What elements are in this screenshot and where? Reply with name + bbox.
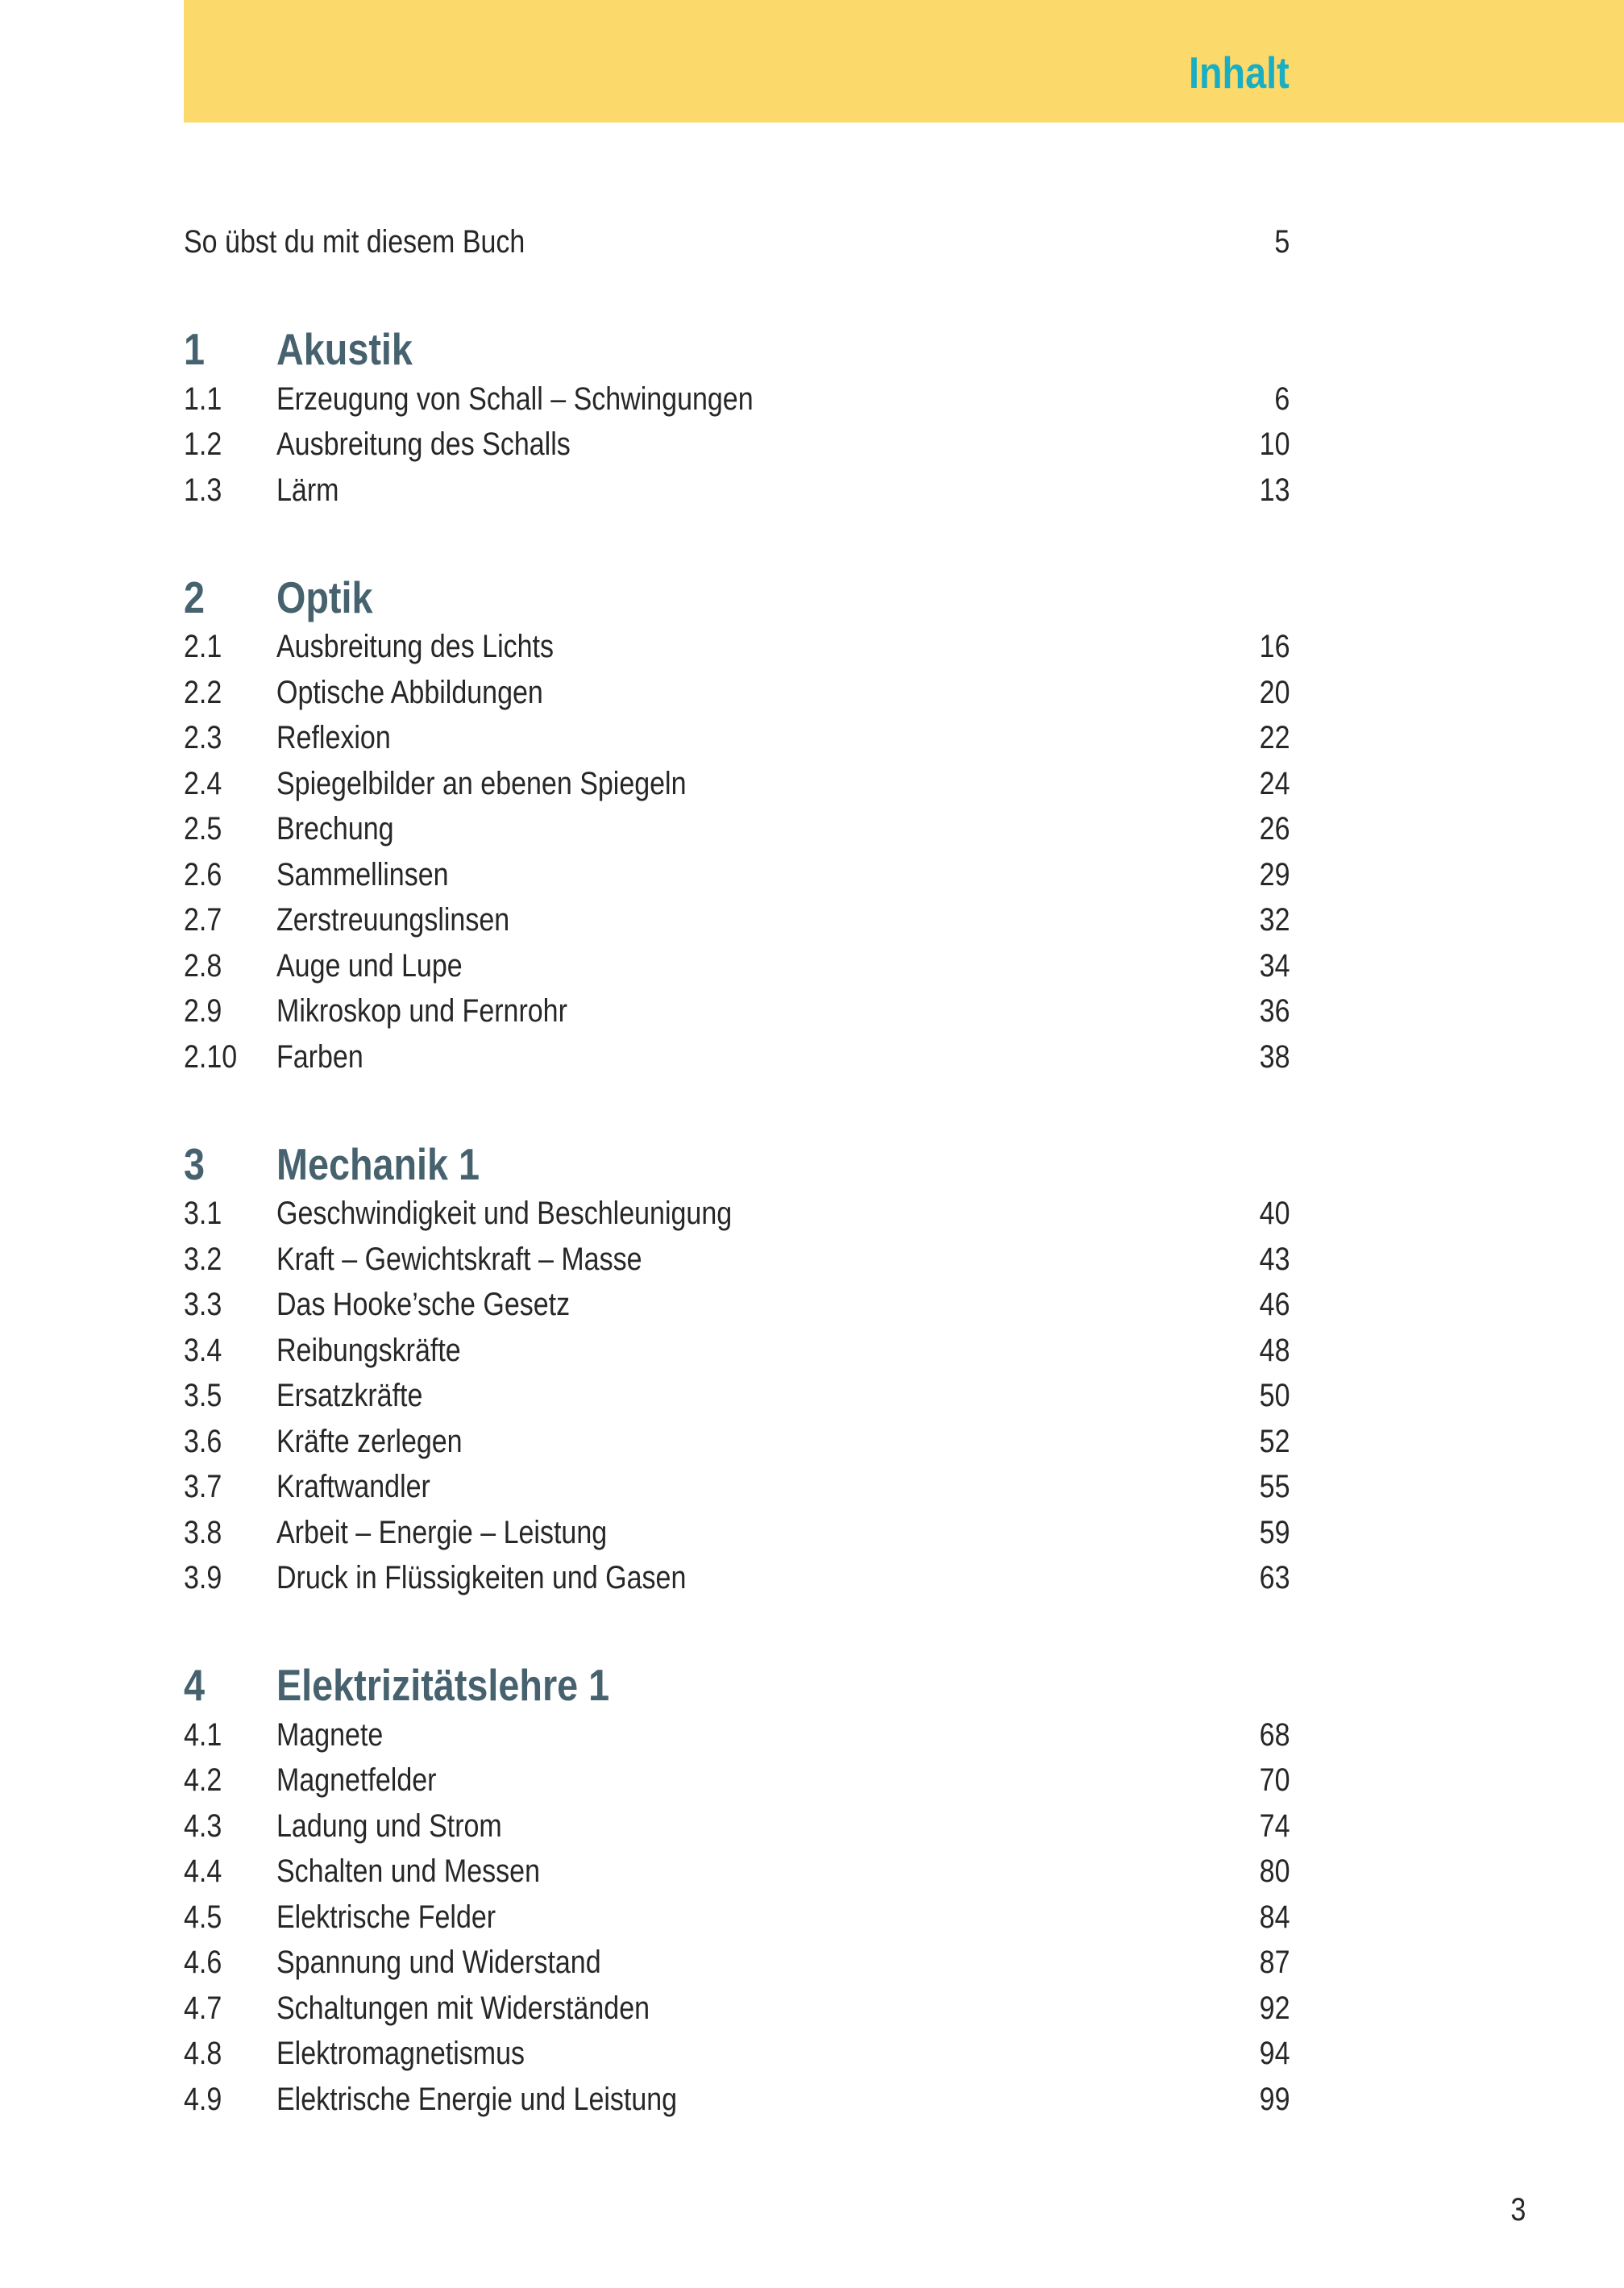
entry-page: 80 [1259,1853,1290,1890]
entry-number: 4.2 [184,1762,222,1799]
entry-title-cell [276,383,1213,415]
section-heading [184,1659,1290,1712]
entry-title-cell [276,2083,1213,2115]
toc-entry [184,1849,1290,1895]
entry-number-cell [184,1716,276,1753]
entry-title-cell [276,993,1213,1030]
entry-number: 2.5 [184,811,222,847]
section-number: 2 [184,572,206,622]
entry-title-cell [276,1196,1213,1232]
entry-title-cell [276,2037,1213,2070]
page-title [1171,48,1290,98]
entry-page: 26 [1259,811,1290,847]
entry-number-cell [184,630,276,663]
entry-page: 48 [1259,1332,1290,1368]
section-entries [184,1191,1290,1601]
entry-page-cell [1213,1945,1290,1981]
entry-number-cell [184,722,276,754]
entry-title: Schalten und Messen [276,1853,540,1890]
toc-section [184,323,1290,514]
toc-entry [184,2077,1290,2123]
entry-page-cell [1213,630,1290,663]
entry-page-cell [1213,722,1290,754]
entry-title: Ausbreitung des Schalls [276,426,571,463]
entry-page-cell [1213,1334,1290,1367]
section-entries [184,624,1290,1080]
toc-entry [184,422,1290,468]
toc-entry [184,1758,1290,1803]
entry-page: 13 [1259,472,1290,508]
toc-intro-page: 5 [1274,224,1290,260]
toc-entry [184,1328,1290,1374]
section-title-cell [276,1660,1290,1710]
entry-number: 4.7 [184,1990,222,2026]
entry-number: 3.9 [184,1560,222,1596]
entry-title-cell [276,1379,1213,1412]
entry-number: 3.8 [184,1514,222,1550]
toc-entry [184,468,1290,514]
entry-number-cell [184,1901,276,1933]
entry-title-cell [276,947,1213,984]
entry-page-cell [1213,1992,1290,2024]
entry-number: 4.6 [184,1945,222,1981]
entry-number-cell [184,1853,276,1890]
entry-number-cell [184,1425,276,1458]
entry-title: Das Hooke’sche Gesetz [276,1287,571,1323]
entry-title-cell [276,1334,1213,1367]
toc-entry [184,897,1290,943]
toc-entry [184,624,1290,670]
entry-page-cell [1213,1762,1290,1799]
entry-page: 46 [1259,1287,1290,1323]
entry-number: 4.4 [184,1853,222,1890]
entry-number-cell [184,1992,276,2024]
section-heading [184,571,1290,624]
page-footer [1508,2187,1526,2232]
entry-number-cell [184,426,276,463]
toc-entry [184,1464,1290,1510]
entry-title: Sammellinsen [276,856,449,892]
entry-title: Ladung und Strom [276,1808,502,1844]
entry-page: 6 [1274,381,1290,417]
entry-title: Spiegelbilder an ebenen Spiegeln [276,765,687,801]
entry-number: 2.7 [184,902,222,938]
section-title-cell [276,1138,1290,1189]
entry-page-cell [1213,2037,1290,2070]
entry-title: Ersatzkräfte [276,1378,423,1414]
toc-entry [184,1034,1290,1080]
entry-title: Reibungskräfte [276,1332,461,1368]
entry-number: 1.3 [184,472,222,508]
toc-entry [184,943,1290,989]
entry-page: 43 [1259,1241,1290,1277]
entry-page: 24 [1259,765,1290,801]
folio-page-number: 3 [1510,2192,1526,2228]
entry-page: 50 [1259,1378,1290,1414]
entry-number: 3.5 [184,1378,222,1414]
entry-page: 34 [1259,947,1290,984]
entry-number: 3.2 [184,1241,222,1277]
entry-page-cell [1213,856,1290,892]
entry-number: 2.1 [184,629,222,665]
entry-number-cell [184,856,276,892]
entry-number: 2.9 [184,993,222,1030]
toc-entry [184,1712,1290,1758]
entry-number-cell [184,947,276,984]
entry-page-cell [1213,1379,1290,1412]
entry-number-cell [184,1038,276,1075]
entry-title-cell [276,474,1213,506]
entry-number-cell [184,1945,276,1981]
entry-number-cell [184,2083,276,2115]
entry-title-cell [276,426,1213,463]
entry-page: 20 [1259,674,1290,710]
entry-page-cell [1213,2083,1290,2115]
entry-number-cell [184,993,276,1030]
entry-number: 2.2 [184,674,222,710]
entry-page-cell [1213,1810,1290,1842]
entry-page: 32 [1259,902,1290,938]
toc-entry [184,2031,1290,2077]
entry-title: Kraft – Gewichtskraft – Masse [276,1241,642,1277]
entry-title: Mikroskop und Fernrohr [276,993,567,1030]
entry-number-cell [184,676,276,709]
entry-title-cell [276,1516,1213,1549]
toc-entry [184,1940,1290,1986]
section-number-cell [184,1138,276,1189]
entry-number: 3.3 [184,1287,222,1323]
entry-number-cell [184,1379,276,1412]
entry-number-cell [184,1762,276,1799]
entry-page-cell [1213,904,1290,936]
toc-entry [184,1895,1290,1941]
entry-title-cell [276,1945,1213,1981]
entry-page-cell [1213,765,1290,801]
entry-number-cell [184,813,276,845]
entry-title: Spannung und Widerstand [276,1945,601,1981]
entry-number-cell [184,2037,276,2070]
entry-title-cell [276,1762,1213,1799]
section-title: Akustik [276,324,413,374]
toc-section [184,1138,1290,1601]
section-title: Mechanik 1 [276,1138,480,1189]
entry-number-cell [184,1334,276,1367]
entry-title-cell [276,1562,1213,1594]
entry-page-cell [1213,676,1290,709]
toc-sections [184,323,1290,2123]
toc-entry [184,1555,1290,1601]
entry-title: Brechung [276,811,394,847]
entry-number-cell [184,1288,276,1321]
entry-number: 1.2 [184,426,222,463]
entry-number: 4.9 [184,2081,222,2117]
entry-title-cell [276,630,1213,663]
entry-number-cell [184,1516,276,1549]
toc-entry [184,988,1290,1034]
toc-entry [184,852,1290,898]
entry-page-cell [1213,1425,1290,1458]
toc-entry [184,761,1290,807]
toc-entry [184,1419,1290,1465]
entry-number-cell [184,1810,276,1842]
entry-number: 2.4 [184,765,222,801]
entry-number: 2.10 [184,1038,238,1075]
entry-page: 29 [1259,856,1290,892]
entry-title-cell [276,856,1213,892]
toc-entry [184,1373,1290,1419]
entry-page: 87 [1259,1945,1290,1981]
section-title: Optik [276,572,373,622]
entry-page: 84 [1259,1899,1290,1935]
entry-title: Elektrische Energie und Leistung [276,2081,678,2117]
page-title-text: Inhalt [1189,48,1290,98]
entry-number: 3.1 [184,1196,222,1232]
section-number-cell [184,324,276,374]
toc-entry [184,1237,1290,1283]
entry-title: Elektromagnetismus [276,2036,525,2072]
entry-page-cell [1213,1516,1290,1549]
entry-title-cell [276,1288,1213,1321]
entry-page: 10 [1259,426,1290,463]
entry-title-cell [276,813,1213,845]
toc-intro-row [184,219,1290,265]
entry-page: 99 [1259,2081,1290,2117]
entry-number-cell [184,383,276,415]
entry-page: 63 [1259,1560,1290,1596]
entry-page: 94 [1259,2036,1290,2072]
entry-page-cell [1213,426,1290,463]
entry-page: 59 [1259,1514,1290,1550]
toc-entry [184,715,1290,761]
entry-page: 68 [1259,1716,1290,1753]
entry-title: Kraftwandler [276,1469,430,1505]
entry-page-cell [1213,1196,1290,1232]
entry-page-cell [1213,993,1290,1030]
entry-page: 40 [1259,1196,1290,1232]
entry-title: Optische Abbildungen [276,674,543,710]
toc-entry [184,806,1290,852]
toc-entry [184,1986,1290,2032]
entry-number: 1.1 [184,381,222,417]
entry-title-cell [276,1716,1213,1753]
toc [184,123,1290,2122]
toc-entry [184,670,1290,716]
entry-page: 92 [1259,1990,1290,2026]
toc-entry [184,1510,1290,1556]
entry-page: 52 [1259,1423,1290,1459]
header-band [184,0,1624,123]
section-entries [184,376,1290,514]
toc-entry [184,1191,1290,1237]
entry-page: 16 [1259,629,1290,665]
entry-number-cell [184,765,276,801]
toc-section [184,1659,1290,2123]
entry-title-cell [276,722,1213,754]
section-entries [184,1712,1290,2123]
entry-title: Druck in Flüssigkeiten und Gasen [276,1560,687,1596]
section-number-cell [184,1660,276,1710]
entry-number-cell [184,1562,276,1594]
entry-title-cell [276,1810,1213,1842]
entry-page-cell [1213,947,1290,984]
entry-number: 2.8 [184,947,222,984]
entry-page: 70 [1259,1762,1290,1799]
entry-title: Zerstreuungslinsen [276,902,510,938]
entry-page-cell [1213,1038,1290,1075]
entry-page-cell [1213,813,1290,845]
entry-title: Farben [276,1038,363,1075]
entry-title: Schaltungen mit Widerständen [276,1990,650,2026]
entry-page-cell [1213,1562,1290,1594]
entry-page-cell [1213,383,1290,415]
entry-number-cell [184,904,276,936]
entry-number: 3.4 [184,1332,222,1368]
section-number: 3 [184,1138,206,1189]
entry-title-cell [276,1038,1213,1075]
toc-intro-title-cell [184,226,1213,258]
entry-title: Reflexion [276,720,391,756]
entry-title: Erzeugung von Schall – Schwingungen [276,381,754,417]
entry-number-cell [184,1196,276,1232]
entry-title: Geschwindigkeit und Beschleunigung [276,1196,733,1232]
entry-page-cell [1213,1471,1290,1503]
section-number: 4 [184,1660,206,1710]
entry-page-cell [1213,474,1290,506]
entry-number: 3.6 [184,1423,222,1459]
entry-title-cell [276,676,1213,709]
entry-title-cell [276,1992,1213,2024]
entry-title-cell [276,1471,1213,1503]
entry-title: Ausbreitung des Lichts [276,629,554,665]
entry-number-cell [184,1471,276,1503]
section-heading [184,323,1290,376]
section-title: Elektrizitätslehre 1 [276,1660,610,1710]
entry-title-cell [276,1425,1213,1458]
entry-title: Magnetfelder [276,1762,437,1799]
entry-number-cell [184,474,276,506]
section-number-cell [184,572,276,622]
toc-intro-title: So übst du mit diesem Buch [184,224,525,260]
entry-number: 4.8 [184,2036,222,2072]
entry-page-cell [1213,1901,1290,1933]
entry-number: 4.1 [184,1716,222,1753]
entry-title-cell [276,765,1213,801]
entry-page: 74 [1259,1808,1290,1844]
entry-number: 3.7 [184,1469,222,1505]
section-title-cell [276,572,1290,622]
entry-title-cell [276,1243,1213,1275]
toc-entry [184,376,1290,422]
entry-page-cell [1213,1288,1290,1321]
entry-title: Auge und Lupe [276,947,463,984]
entry-number-cell [184,1243,276,1275]
entry-title: Elektrische Felder [276,1899,496,1935]
entry-title-cell [276,1901,1213,1933]
entry-number: 2.3 [184,720,222,756]
toc-intro-page-cell [1213,226,1290,258]
toc-entry [184,1803,1290,1849]
entry-title: Lärm [276,472,339,508]
entry-page-cell [1213,1243,1290,1275]
entry-title: Arbeit – Energie – Leistung [276,1514,608,1550]
entry-number: 4.5 [184,1899,222,1935]
entry-number: 2.6 [184,856,222,892]
entry-page: 55 [1259,1469,1290,1505]
entry-page: 22 [1259,720,1290,756]
entry-title-cell [276,904,1213,936]
section-number: 1 [184,324,206,374]
entry-title: Magnete [276,1716,384,1753]
entry-number: 4.3 [184,1808,222,1844]
entry-page-cell [1213,1716,1290,1753]
entry-title: Kräfte zerlegen [276,1423,463,1459]
entry-page-cell [1213,1853,1290,1890]
section-heading [184,1138,1290,1191]
entry-page: 38 [1259,1038,1290,1075]
section-title-cell [276,324,1290,374]
entry-title-cell [276,1853,1213,1890]
toc-entry [184,1282,1290,1328]
toc-section [184,571,1290,1080]
entry-page: 36 [1259,993,1290,1030]
